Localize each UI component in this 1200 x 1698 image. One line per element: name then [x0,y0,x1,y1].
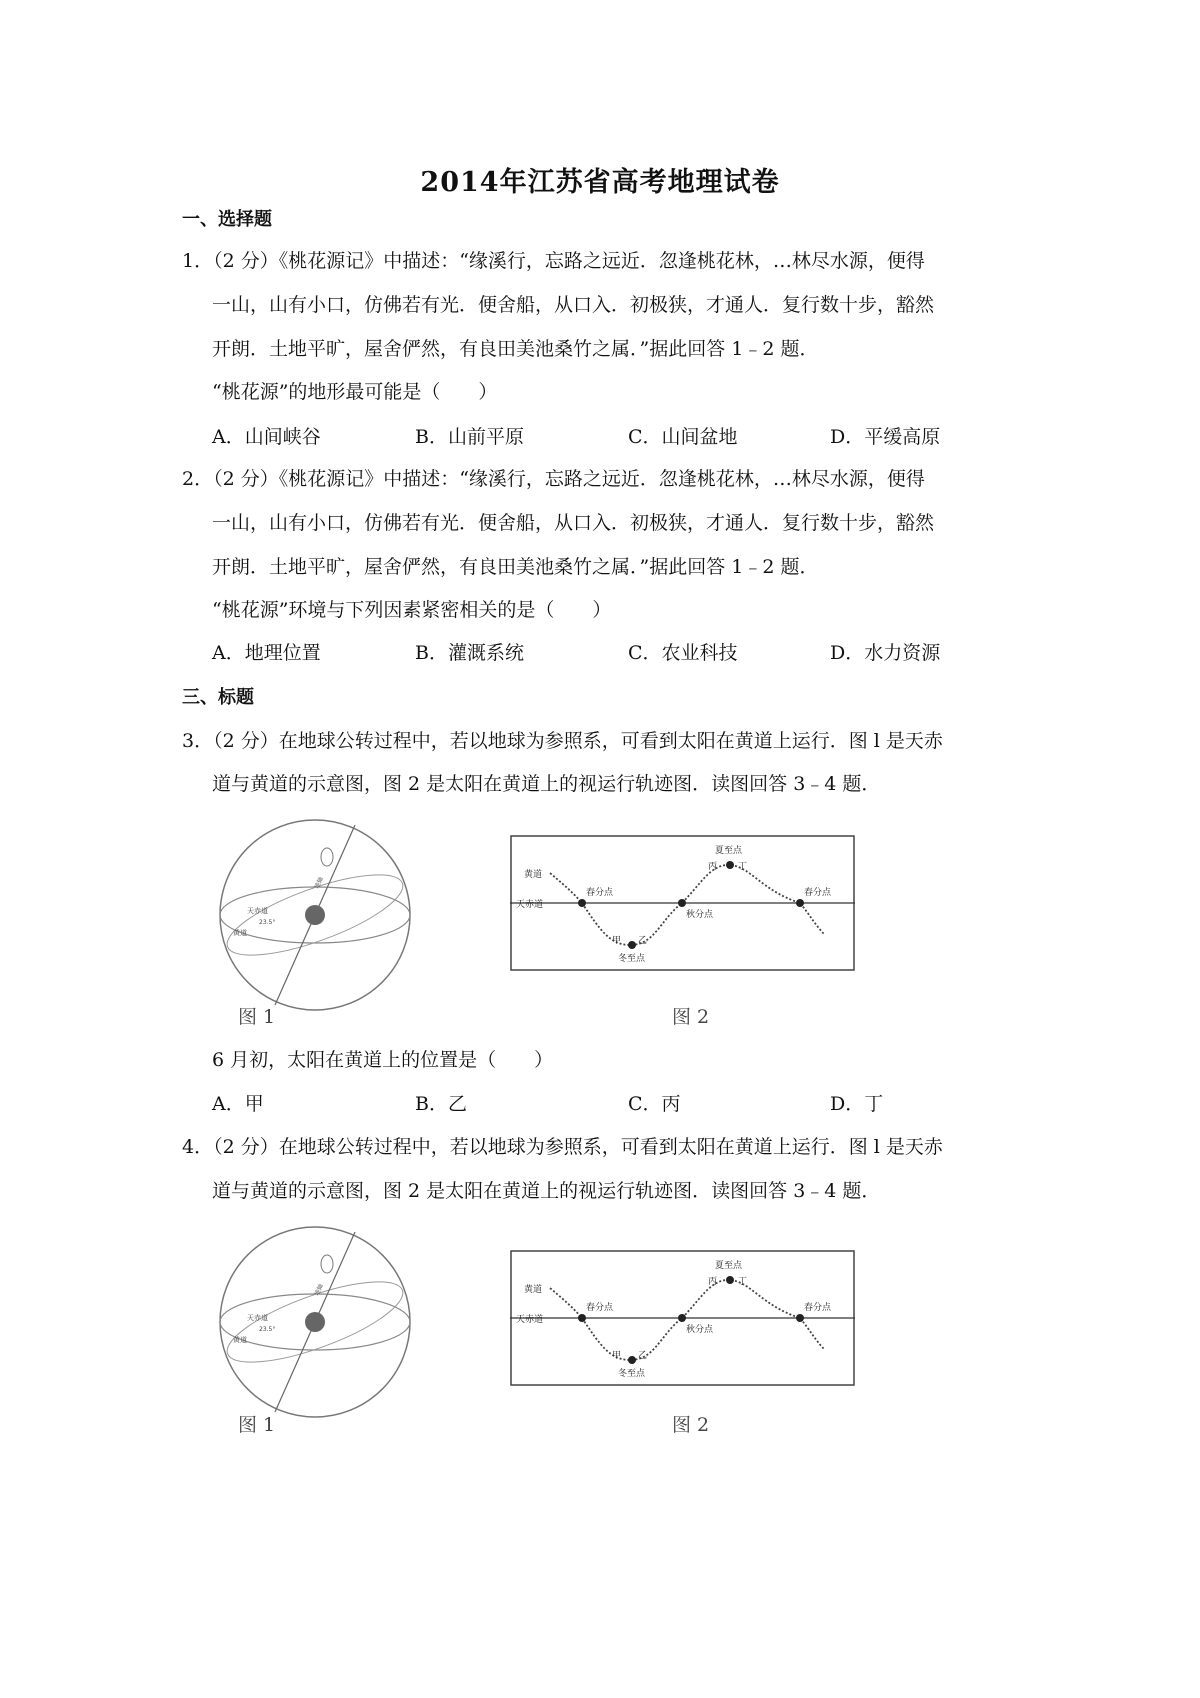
fig2-label-autumn-equinox: 秋分点 [686,910,714,920]
fig2b-label-summer-solstice: 夏至点 [715,1261,743,1271]
fig2b-label-yi: 乙 [638,1351,648,1361]
fig2-label-celestial-equator: 天赤道 [516,900,544,910]
q1-option-d[interactable]: D．平缓高原 [830,426,941,448]
figure2-caption: 图 2 [672,1006,710,1028]
fig2-label-jia: 甲 [612,936,622,946]
fig2b-label-ding: 丁 [738,1277,748,1287]
fig1b-label-axis: 地轴 [313,1282,325,1297]
fig1-label-axis: 地轴 [313,875,325,890]
q3-option-d[interactable]: D．丁 [830,1093,884,1115]
page-title: 2014年江苏省高考地理试卷 [420,167,780,198]
fig1b-label-ecliptic: 黄道 [233,1336,247,1344]
fig2b-label-spring-equinox-1: 春分点 [586,1303,614,1313]
q1-stem-line2: 一山，山有小口，仿佛若有光．便舍船，从口入．初极狭，才通人．复行数十步，豁然 [212,294,935,316]
fig2b-label-bing: 丙 [708,1277,718,1287]
figure1-celestial-sphere [215,815,415,1015]
fig2-label-ecliptic: 黄道 [524,870,543,880]
q2-option-d[interactable]: D．水力资源 [830,642,941,664]
fig2-label-winter-solstice: 冬至点 [618,954,646,964]
figure1-caption: 图 1 [238,1006,276,1028]
q2-option-b[interactable]: B．灌溉系统 [415,642,524,664]
q2-option-a[interactable]: A．地理位置 [212,642,321,664]
fig2-label-yi: 乙 [638,936,648,946]
q3-option-c[interactable]: C．丙 [628,1093,681,1115]
q3-question: 6 月初，太阳在黄道上的位置是（ ） [212,1049,554,1071]
figure2-sun-path [510,835,855,971]
q2-stem-line3: 开朗．土地平旷，屋舍俨然，有良田美池桑竹之属．”据此回答 1﹣2 题． [212,556,819,578]
q3-option-b[interactable]: B．乙 [415,1093,467,1115]
fig2-label-spring-equinox-1: 春分点 [586,888,614,898]
q1-option-c[interactable]: C．山间盆地 [628,426,738,448]
q2-option-c[interactable]: C．农业科技 [628,642,738,664]
section-heading-titled: 三、标题 [182,687,254,708]
q2-stem-line1: 2．（2 分）《桃花源记》中描述：“缘溪行，忘路之远近．忽逢桃花林，…林尽水源，便得 [182,468,925,490]
q1-stem-line3: 开朗．土地平旷，屋舍俨然，有良田美池桑竹之属．”据此回答 1﹣2 题． [212,338,819,360]
fig2b-label-winter-solstice: 冬至点 [618,1369,646,1379]
q1-option-a[interactable]: A．山间峡谷 [212,426,321,448]
fig1-label-ecliptic: 黄道 [233,929,247,937]
fig2b-label-ecliptic: 黄道 [524,1285,543,1295]
q4-stem-line1: 4．（2 分）在地球公转过程中，若以地球为参照系，可看到太阳在黄道上运行．图 l 是天赤 [182,1136,943,1158]
fig2-label-summer-solstice: 夏至点 [715,846,743,856]
fig1b-label-angle: 23.5° [259,1326,276,1333]
figure2-sun-path-q4 [510,1250,855,1386]
fig2-label-bing: 丙 [708,862,718,872]
fig2-label-ding: 丁 [738,862,748,872]
q2-stem-line2: 一山，山有小口，仿佛若有光．便舍船，从口入．初极狭，才通人．复行数十步，豁然 [212,512,935,534]
figure1-celestial-sphere-q4 [215,1222,415,1422]
q1-option-b[interactable]: B．山前平原 [415,426,524,448]
fig2b-label-jia: 甲 [612,1351,622,1361]
q3-option-a[interactable]: A．甲 [212,1093,264,1115]
q1-stem-line1: 1．（2 分）《桃花源记》中描述：“缘溪行，忘路之远近．忽逢桃花林，…林尽水源，便得 [182,250,925,272]
figure1-caption-q4: 图 1 [238,1414,276,1436]
figure2-caption-q4: 图 2 [672,1414,710,1436]
section-heading-choice: 一、选择题 [182,209,272,230]
q2-question: “桃花源”环境与下列因素紧密相关的是（ ） [212,599,612,621]
q3-stem-line2: 道与黄道的示意图，图 2 是太阳在黄道上的视运行轨迹图．读图回答 3﹣4 题． [212,773,881,795]
fig2-label-spring-equinox-2: 春分点 [804,888,832,898]
fig2b-label-autumn-equinox: 秋分点 [686,1325,714,1335]
q1-question: “桃花源”的地形最可能是（ ） [212,381,498,403]
q3-stem-line1: 3．（2 分）在地球公转过程中，若以地球为参照系，可看到太阳在黄道上运行．图 l 是天赤 [182,730,943,752]
fig1b-label-celestial-equator: 天赤道 [247,1314,268,1322]
fig2b-label-spring-equinox-2: 春分点 [804,1303,832,1313]
fig1-label-celestial-equator: 天赤道 [247,907,268,915]
q4-stem-line2: 道与黄道的示意图，图 2 是太阳在黄道上的视运行轨迹图．读图回答 3﹣4 题． [212,1180,881,1202]
fig2b-label-celestial-equator: 天赤道 [516,1315,544,1325]
fig1-label-angle: 23.5° [259,919,276,926]
